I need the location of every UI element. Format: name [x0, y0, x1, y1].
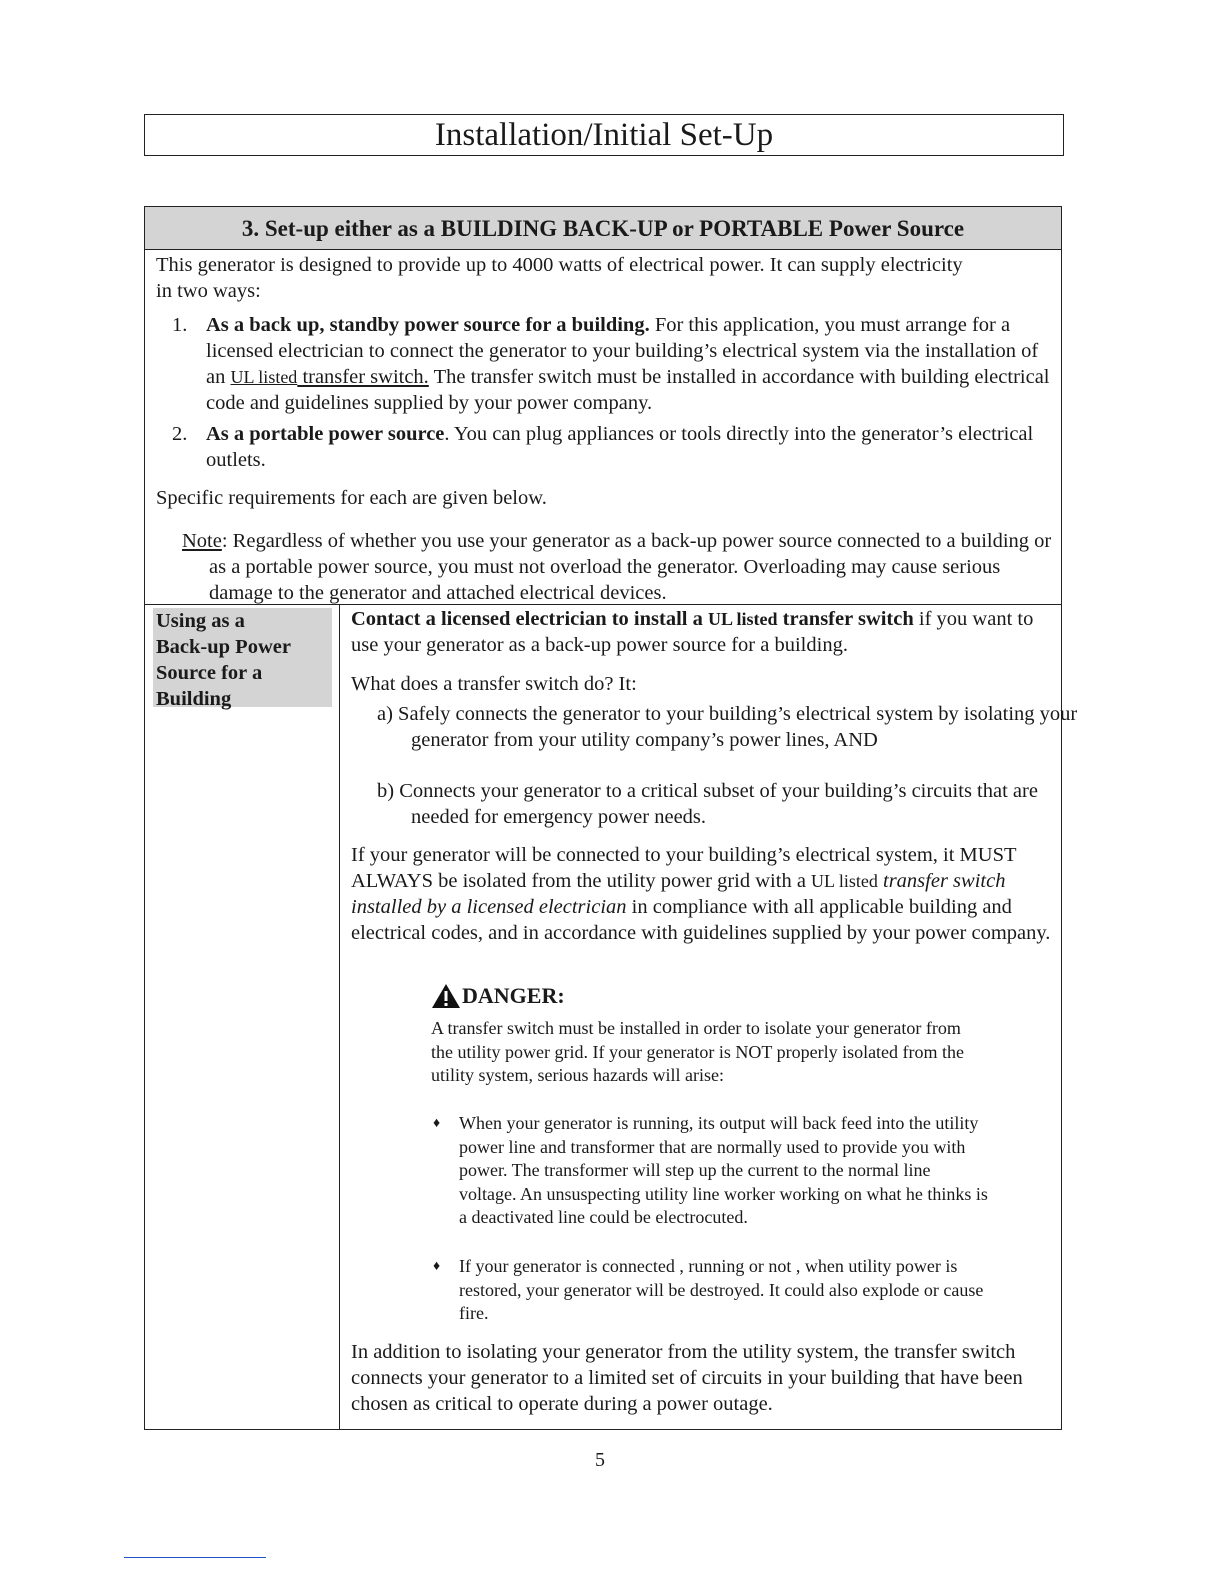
- bullet-text: If your generator is connected , running or not , when utility power is restored, your generator will be destroyed. It could also explode or cause fire.: [459, 1256, 984, 1323]
- bullet-text: When your generator is running, its output will back feed into the utility power line and transformer that are normally used to provide you with power. The transformer will step up the current to the normal line voltage. An unsuspecting utility line worker working on what he thinks is a deactivated line could be electrocuted.: [459, 1113, 988, 1227]
- isolation-text-a: If your generator will be connected to your building’s electrical system, it MUST ALWAYS be isolated from the utility power grid with a: [351, 844, 1017, 892]
- section-header: 3. Set-up either as a BUILDING BACK-UP or PORTABLE Power Source: [145, 207, 1061, 250]
- column-divider: [339, 604, 340, 1430]
- section-table: [144, 206, 1078, 1430]
- intro-line-1: This generator is designed to provide up to 4000 watts of electrical power. It can supply electricity: [156, 254, 963, 276]
- isolation-ul-listed: UL listed: [811, 871, 878, 891]
- contact-bold: [351, 608, 914, 630]
- diamond-bullet-icon: ♦: [433, 1116, 441, 1131]
- note-text: : Regardless of whether you use your generator as a back-up power source connected to a building or as a portable power source, you must not overload the generator. Overloading may cause serious damage to the generator and attached electrical devices.: [209, 530, 1052, 604]
- list-text: [206, 312, 1061, 416]
- page-number: 5: [595, 1449, 605, 1471]
- side-label-line: Source for a: [156, 662, 263, 684]
- list-text: [206, 421, 1061, 473]
- list-bold: As a portable power source: [206, 423, 445, 445]
- question-text: What does a transfer switch do? It:: [351, 673, 637, 695]
- point-b: b) Connects your generator to a critical subset of your building’s circuits that are needed for emergency power needs.: [377, 780, 1038, 828]
- danger-body: A transfer switch must be installed in order to isolate your generator from the utility power grid. If your generator is NOT properly isolated from the utility system, serious hazards will arise:: [431, 1018, 965, 1085]
- row-divider: [145, 604, 1061, 605]
- contact-text: if you want to use your generator as a back-up power source for a building.: [351, 608, 1034, 656]
- side-label-backup: [153, 608, 332, 710]
- note-paragraph: [182, 528, 1069, 606]
- transfer-switch-link[interactable]: transfer switch.: [297, 366, 429, 388]
- diamond-bullet-icon: ♦: [433, 1259, 441, 1274]
- list-body: For this application, you must arrange for a licensed electrician to connect the generator to your building’s electrical system via the installation of an: [206, 314, 1039, 388]
- closing-paragraph: In addition to isolating your generator from the utility system, the transfer switch connects your generator to a limited set of circuits in your building that have been chosen as critical to operate during a power outage.: [351, 1341, 1023, 1415]
- list-number: 2.: [172, 423, 188, 445]
- danger-label: DANGER:: [462, 983, 565, 1008]
- note-label: Note: [182, 530, 222, 552]
- isolation-italic: transfer switch installed by a licensed electrician: [351, 870, 1006, 918]
- intro-line-2: in two ways:: [156, 280, 261, 302]
- ul-listed-text: UL listed: [230, 367, 298, 387]
- intro-paragraph: [156, 252, 1056, 304]
- page-title: Installation/Initial Set-Up: [144, 114, 1064, 156]
- side-label-line: Using as a: [156, 610, 245, 632]
- contact-bold-a: Contact a licensed electrician to install a: [351, 608, 708, 630]
- footnote-rule: [124, 1557, 266, 1558]
- isolation-paragraph: [351, 842, 1051, 946]
- list-body: The transfer switch must be installed in accordance with building electrical code and guidelines supplied by your power company.: [206, 366, 1050, 414]
- isolation-text-b: in compliance with all applicable building and electrical codes, and in accordance with guidelines supplied by your power company.: [351, 896, 1051, 944]
- contact-paragraph: [351, 606, 1051, 658]
- contact-ul-listed: UL listed: [707, 609, 778, 629]
- side-label-line: Building: [156, 688, 232, 710]
- danger-heading: [431, 983, 565, 1009]
- warning-icon: [431, 983, 461, 1009]
- list-number: 1.: [172, 314, 188, 336]
- side-label-line: Back-up Power: [156, 636, 291, 658]
- point-a: a) Safely connects the generator to your building’s electrical system by isolating your generator from your utility company’s power lines, AND: [377, 703, 1078, 751]
- contact-bold-b: transfer switch: [777, 608, 914, 630]
- requirements-text: Specific requirements for each are given below.: [156, 487, 547, 509]
- list-body: . You can plug appliances or tools directly into the generator’s electrical outlets.: [206, 423, 1034, 471]
- list-bold: As a back up, standby power source for a building.: [206, 314, 650, 336]
